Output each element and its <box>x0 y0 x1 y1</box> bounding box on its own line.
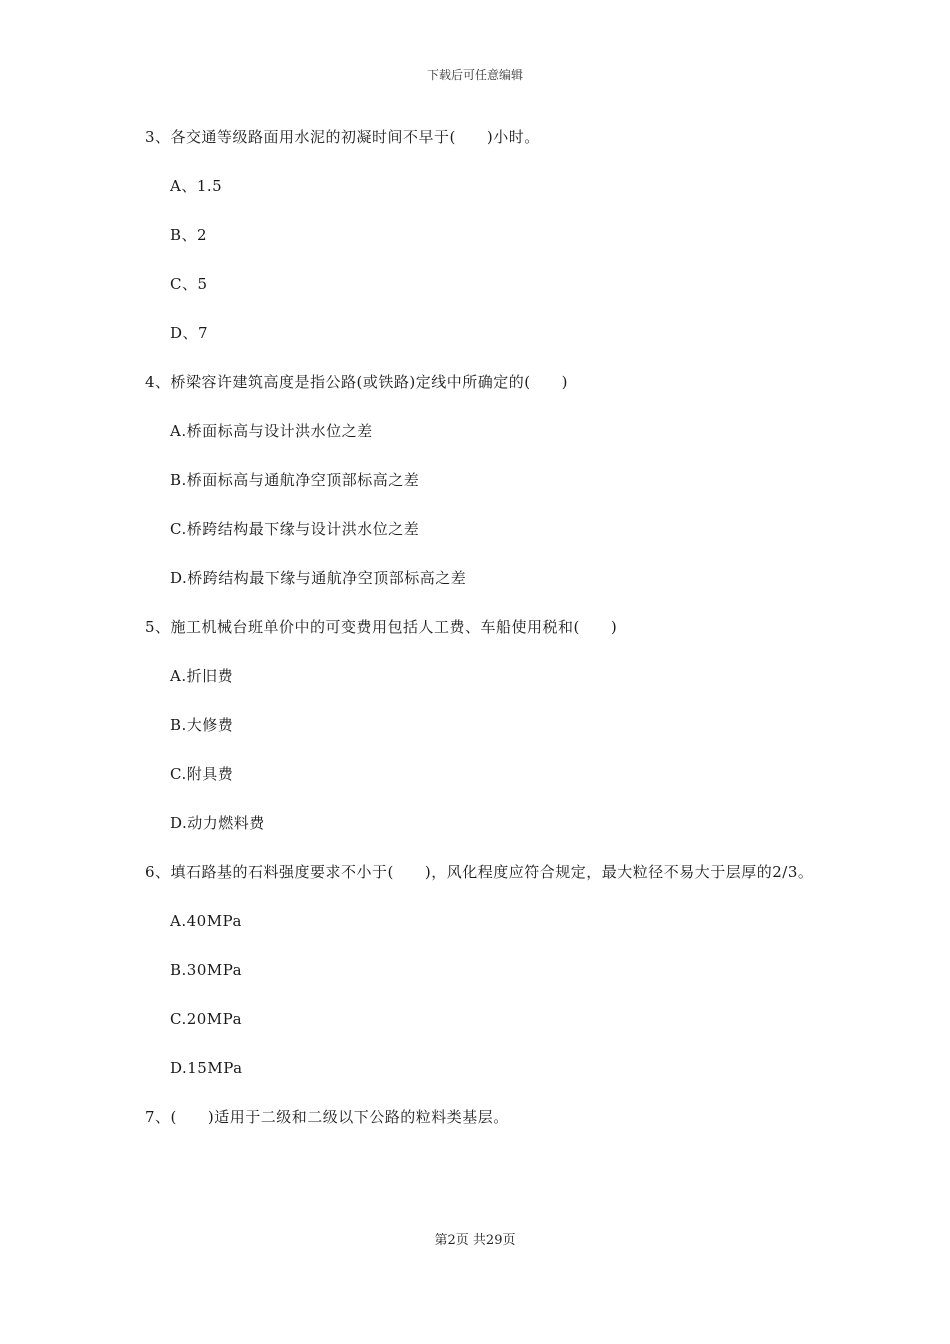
option-b: B.大修费 <box>170 716 234 734</box>
question-6 <box>145 857 815 1084</box>
page-header: 下载后可任意编辑 <box>426 68 523 82</box>
question-text: 6、填石路基的石料强度要求不小于( )，风化程度应符合规定，最大粒径不易大于层厚的2/3。 <box>145 863 814 881</box>
option-a: A.桥面标高与设计洪水位之差 <box>170 422 373 440</box>
option-a: A、1.5 <box>170 177 223 195</box>
option-b: B.桥面标高与通航净空顶部标高之差 <box>170 471 420 489</box>
option-c: C.20MPa <box>170 1010 243 1028</box>
question-text: 3、各交通等级路面用水泥的初凝时间不早于( )小时。 <box>145 128 540 146</box>
option-b: B、2 <box>170 226 208 244</box>
option-d: D.桥跨结构最下缘与通航净空顶部标高之差 <box>170 569 467 587</box>
option-c: C、5 <box>170 275 208 293</box>
option-a: A.折旧费 <box>170 667 234 685</box>
option-d: D、7 <box>170 324 209 342</box>
option-b: B.30MPa <box>170 961 243 979</box>
option-c: C.附具费 <box>170 765 234 783</box>
question-text: 7、( )适用于二级和二级以下公路的粒料类基层。 <box>145 1108 509 1126</box>
option-c: C.桥跨结构最下缘与设计洪水位之差 <box>170 520 420 538</box>
question-text: 5、施工机械台班单价中的可变费用包括人工费、车船使用税和( ) <box>145 618 618 636</box>
option-a: A.40MPa <box>170 912 242 930</box>
question-3 <box>145 122 815 349</box>
question-5 <box>145 612 815 839</box>
question-list <box>145 122 815 1151</box>
question-7 <box>145 1102 815 1133</box>
question-4 <box>145 367 815 594</box>
page-footer: 第2页 共29页 <box>434 1233 516 1248</box>
option-d: D.15MPa <box>170 1059 243 1077</box>
option-d: D.动力燃料费 <box>170 814 265 832</box>
question-text: 4、桥梁容许建筑高度是指公路(或铁路)定线中所确定的( ) <box>145 373 568 391</box>
